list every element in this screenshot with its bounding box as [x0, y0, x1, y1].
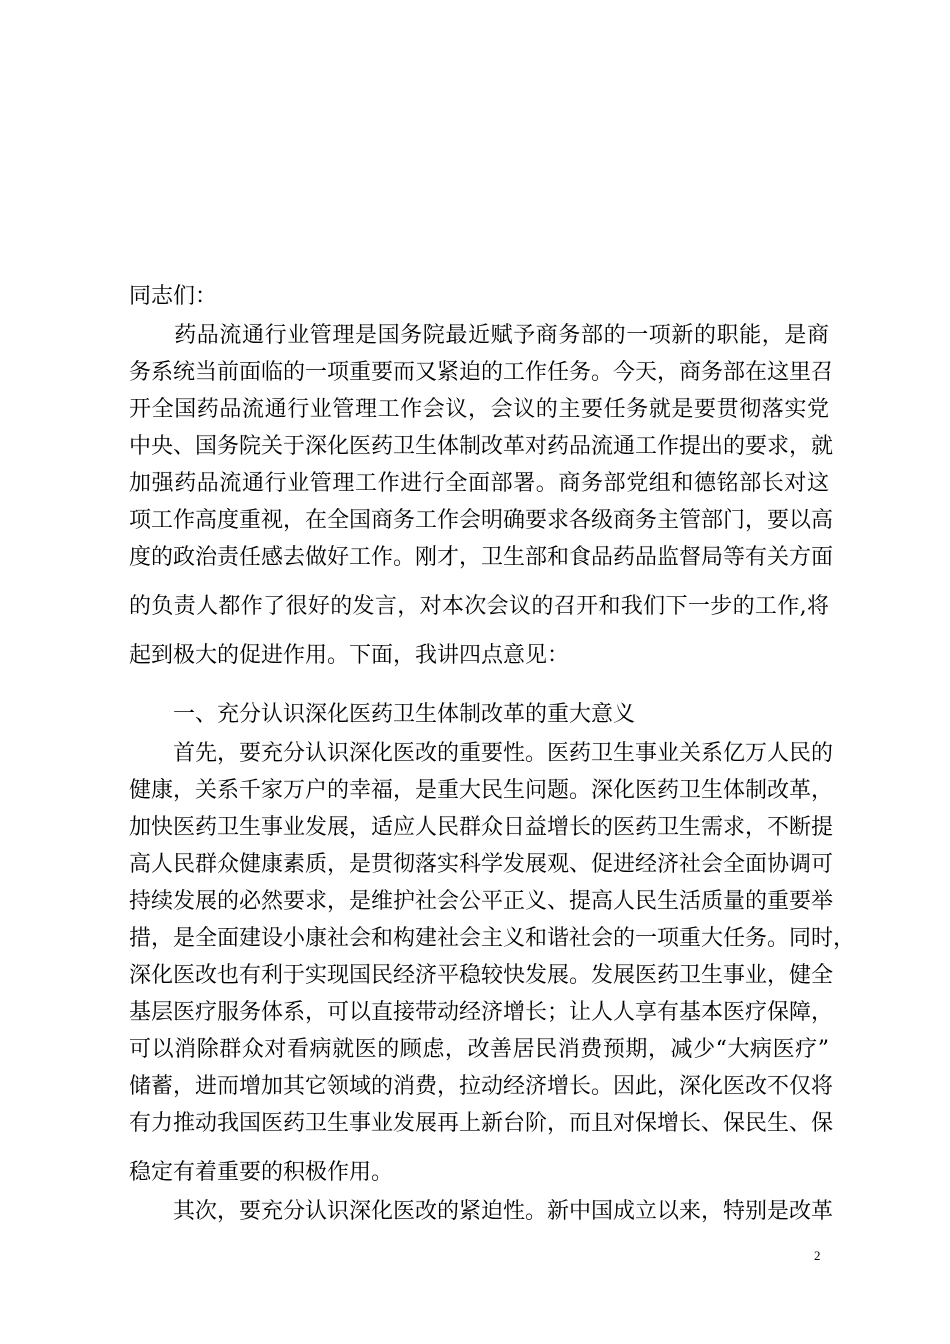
text-line: 持续发展的必然要求，是维护社会公平正义、提高人民生活质量的重要举: [129, 889, 834, 914]
text-line: 可以消除群众对看病就医的顾虑，改善居民消费预期，减少“大病医疗”: [129, 1037, 829, 1062]
text-line: 项工作高度重视，在全国商务工作会明确要求各级商务主管部门，要以高: [129, 508, 834, 533]
text-line: 措，是全面建设小康社会和构建社会主义和谐社会的一项重大任务。同时，: [129, 926, 856, 951]
text-line: 高人民群众健康素质，是贯彻落实科学发展观、促进经济社会全面协调可: [129, 852, 834, 877]
page-number: 2: [814, 1248, 821, 1263]
text-line: 药品流通行业管理是国务院最近赋予商务部的一项新的职能，是商: [129, 323, 829, 348]
text-line: 深化医改也有利于实现国民经济平稳较快发展。发展医药卫生事业，健全: [129, 963, 834, 988]
text-line: 首先，要充分认识深化医改的重要性。医药卫生事业关系亿万人民的: [129, 741, 834, 766]
text-line: 同志们：: [129, 284, 218, 309]
text-line: 的负责人都作了很好的发言，对本次会议的召开和我们下一步的工作,将: [129, 594, 829, 619]
text-line: 加强药品流通行业管理工作进行全面部署。商务部党组和德铭部长对这: [129, 471, 829, 496]
section-heading: 一、充分认识深化医药卫生体制改革的重大意义: [129, 702, 636, 727]
text-line: 基层医疗服务体系，可以直接带动经济增长；让人人享有基本医疗保障，: [129, 1000, 834, 1025]
text-line: 健康，关系千家万户的幸福，是重大民生问题。深化医药卫生体制改革，: [129, 778, 834, 803]
text-line: 中央、国务院关于深化医药卫生体制改革对药品流通工作提出的要求，就: [129, 434, 834, 459]
text-line: 度的政治责任感去做好工作。刚才，卫生部和食品药品监督局等有关方面: [129, 545, 834, 570]
text-line: 有力推动我国医药卫生事业发展再上新台阶，而且对保增长、保民生、保: [129, 1111, 834, 1136]
text-line: 起到极大的促进作用。下面，我讲四点意见：: [129, 643, 570, 668]
text-line: 务系统当前面临的一项重要而又紧迫的工作任务。今天，商务部在这里召: [129, 360, 834, 385]
text-line: 储蓄，进而增加其它领域的消费，拉动经济增长。因此，深化医改不仅将: [129, 1074, 834, 1099]
text-line: 其次，要充分认识深化医改的紧迫性。新中国成立以来，特别是改革: [129, 1199, 834, 1224]
text-line: 加快医药卫生事业发展，适应人民群众日益增长的医药卫生需求，不断提: [129, 815, 834, 840]
text-line: 开全国药品流通行业管理工作会议，会议的主要任务就是要贯彻落实党: [129, 397, 829, 422]
text-line: 稳定有着重要的积极作用。: [129, 1160, 394, 1185]
